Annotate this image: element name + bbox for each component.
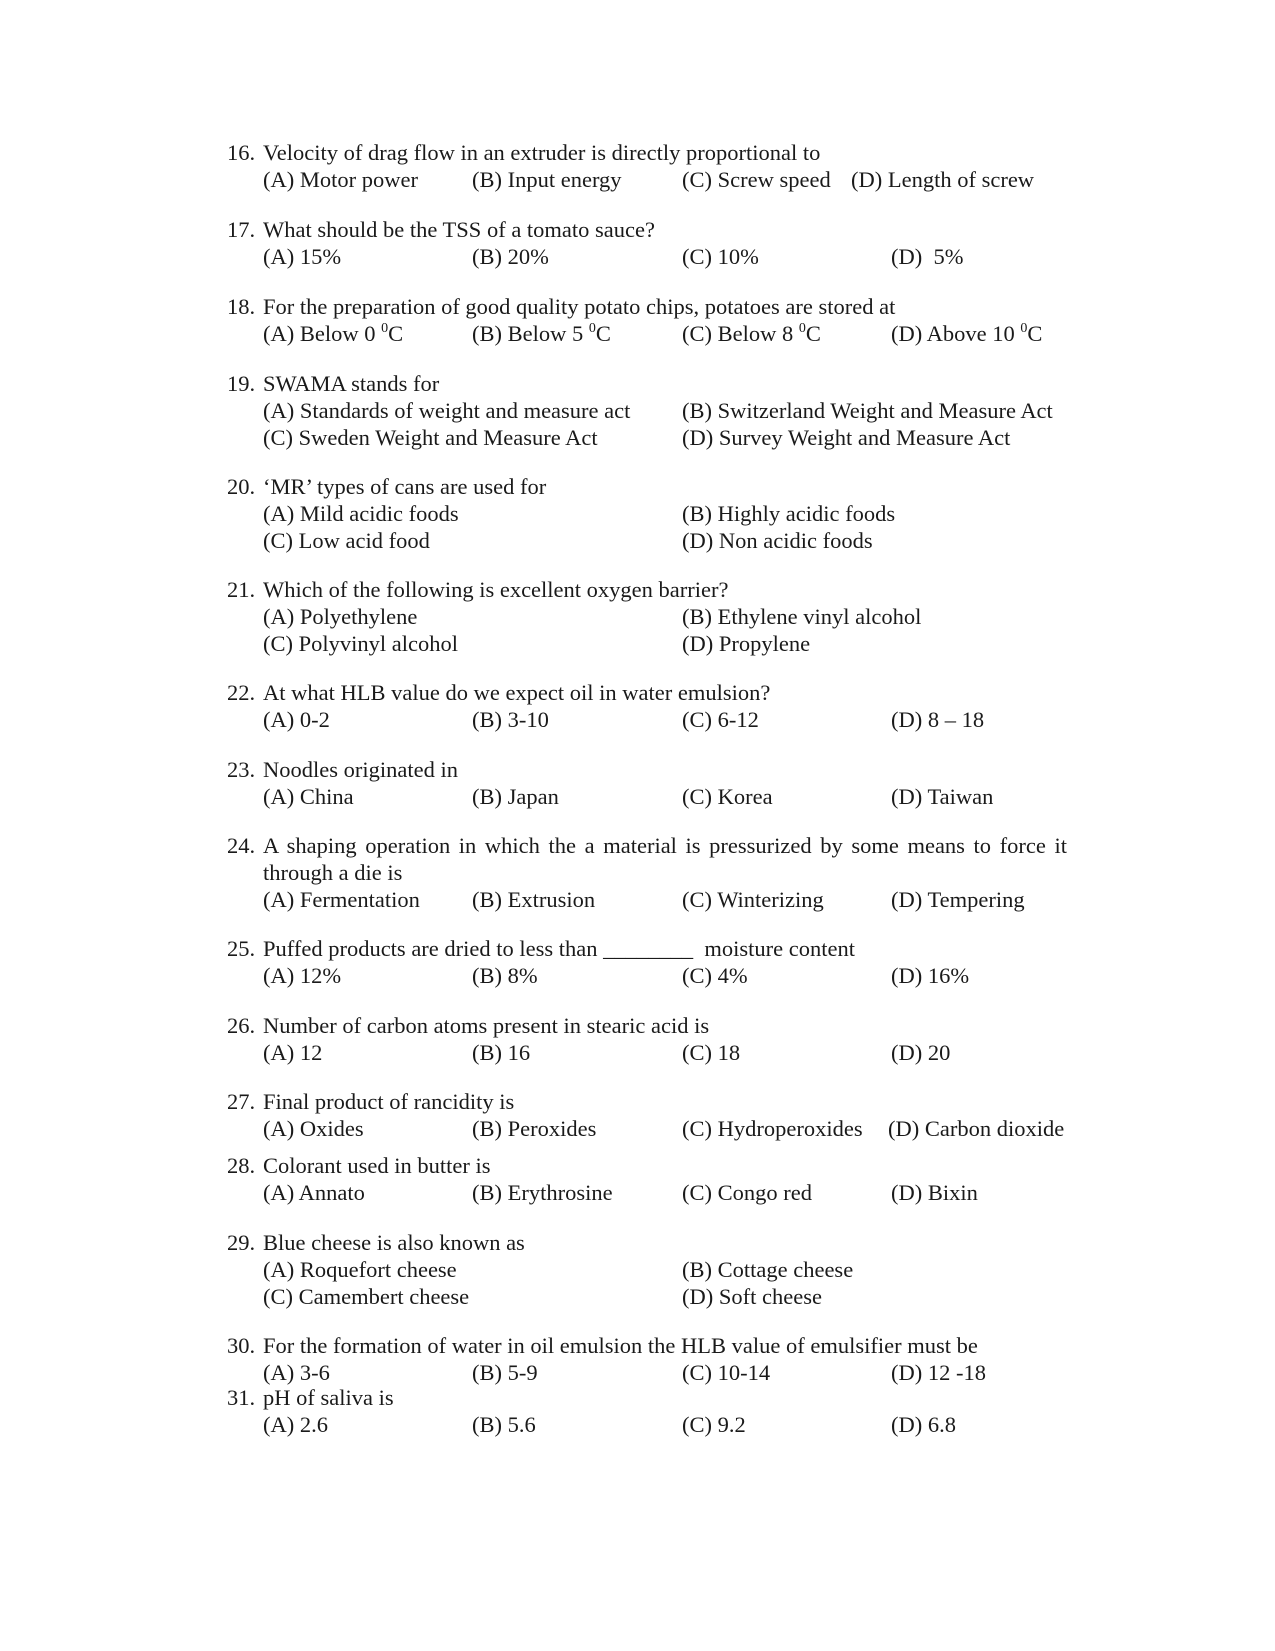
option-a: (A) Fermentation [263, 887, 420, 912]
options-row [227, 1039, 1067, 1066]
options-row [227, 1411, 1067, 1438]
option-b: (B) 8% [472, 963, 538, 988]
question-20 [227, 473, 1067, 554]
option-c: (C) 4% [682, 963, 748, 988]
question-number: 21. [227, 577, 256, 602]
question-text: pH of saliva is [263, 1385, 394, 1410]
options-row [227, 243, 1067, 270]
options-row [227, 1359, 1067, 1386]
question-text: For the formation of water in oil emulsion the HLB value of emulsifier must be [263, 1333, 978, 1358]
options-row [227, 500, 1067, 527]
option-d: (D) 8 – 18 [891, 707, 985, 732]
option-b: (B) Japan [472, 784, 559, 809]
option-d: (D) 5% [891, 244, 964, 269]
question-29 [227, 1229, 1067, 1310]
option-b: (B) Ethylene vinyl alcohol [682, 604, 922, 629]
question-text: Which of the following is excellent oxygen barrier? [263, 577, 729, 602]
question-number: 27. [227, 1089, 256, 1114]
option-c: (C) 6-12 [682, 707, 759, 732]
option-c: (C) Low acid food [263, 528, 430, 553]
option-d: (D) Propylene [682, 631, 811, 656]
option-c: (C) Congo red [682, 1180, 812, 1205]
option-d: (D) Taiwan [891, 784, 994, 809]
option-a: (A) Below 0 $^0$C [263, 321, 404, 346]
options-row [227, 320, 1067, 347]
option-c: (C) Below 8 $^0$C [682, 321, 821, 346]
option-a: (A) 15% [263, 244, 342, 269]
option-c: (C) Sweden Weight and Measure Act [263, 425, 598, 450]
options-row [227, 1256, 1067, 1283]
option-c: (C) Camembert cheese [263, 1284, 470, 1309]
question-number: 22. [227, 680, 256, 705]
question-number: 23. [227, 757, 256, 782]
question-26 [227, 1012, 1067, 1066]
options-row [227, 1115, 1067, 1142]
options-row [227, 886, 1067, 913]
option-c: (C) Screw speed [682, 167, 831, 192]
option-b: (B) Extrusion [472, 887, 596, 912]
question-number: 29. [227, 1230, 256, 1255]
question-text: What should be the TSS of a tomato sauce? [263, 217, 655, 242]
option-d: (D) 20 [891, 1040, 951, 1065]
question-27 [227, 1088, 1067, 1142]
option-a: (A) Polyethylene [263, 604, 418, 629]
option-d: (D) Carbon dioxide [888, 1116, 1065, 1141]
question-text: For the preparation of good quality potato chips, potatoes are stored at [263, 294, 896, 319]
question-30 [227, 1332, 1067, 1386]
options-row [227, 1179, 1067, 1206]
question-number: 25. [227, 936, 256, 961]
options-row [227, 603, 1067, 630]
question-number: 24. [227, 833, 256, 858]
question-number: 28. [227, 1153, 256, 1178]
options-row [227, 630, 1067, 657]
option-a: (A) China [263, 784, 354, 809]
option-d: (D) Survey Weight and Measure Act [682, 425, 1011, 450]
question-text: Noodles originated in [263, 757, 458, 782]
option-b: (B) 5-9 [472, 1360, 538, 1385]
question-number: 16. [227, 140, 256, 165]
options-row [227, 166, 1067, 193]
question-24 [227, 832, 1067, 913]
question-text: Blue cheese is also known as [263, 1230, 525, 1255]
option-a: (A) 0-2 [263, 707, 330, 732]
question-text: ‘MR’ types of cans are used for [263, 474, 547, 499]
option-d: (D) Above 10 $^0$C [891, 321, 1043, 346]
option-b: (B) Switzerland Weight and Measure Act [682, 398, 1053, 423]
question-text: At what HLB value do we expect oil in water emulsion? [263, 680, 771, 705]
option-a: (A) 2.6 [263, 1412, 328, 1437]
options-row [227, 962, 1067, 989]
question-23 [227, 756, 1067, 810]
question-text: A shaping operation in which the a material is pressurized by some means to force it through a die is [263, 833, 1067, 885]
option-a: (A) 12 [263, 1040, 323, 1065]
option-a: (A) Motor power [263, 167, 418, 192]
option-c: (C) 10% [682, 244, 759, 269]
option-b: (B) Below 5 $^0$C [472, 321, 611, 346]
question-25 [227, 935, 1067, 989]
option-d: (D) 12 -18 [891, 1360, 986, 1385]
options-row [227, 783, 1067, 810]
option-b: (B) Input energy [472, 167, 622, 192]
question-number: 20. [227, 474, 256, 499]
option-c: (C) 9.2 [682, 1412, 746, 1437]
question-21 [227, 576, 1067, 657]
option-d: (D) 6.8 [891, 1412, 956, 1437]
option-c: (C) Hydroperoxides [682, 1116, 863, 1141]
option-b: (B) Cottage cheese [682, 1257, 854, 1282]
option-a: (A) Mild acidic foods [263, 501, 459, 526]
option-b: (B) Peroxides [472, 1116, 597, 1141]
question-text: Final product of rancidity is [263, 1089, 515, 1114]
question-31 [227, 1384, 1067, 1438]
question-number: 19. [227, 371, 256, 396]
question-number: 26. [227, 1013, 256, 1038]
option-b: (B) 3-10 [472, 707, 549, 732]
option-a: (A) Standards of weight and measure act [263, 398, 631, 423]
option-a: (A) Roquefort cheese [263, 1257, 457, 1282]
question-19 [227, 370, 1067, 451]
question-28 [227, 1152, 1067, 1206]
option-b: (B) 16 [472, 1040, 531, 1065]
option-a: (A) Oxides [263, 1116, 364, 1141]
option-d: (D) Bixin [891, 1180, 978, 1205]
option-c: (C) 18 [682, 1040, 741, 1065]
option-b: (B) Highly acidic foods [682, 501, 896, 526]
option-d: (D) Non acidic foods [682, 528, 873, 553]
options-row [227, 527, 1067, 554]
option-a: (A) 3-6 [263, 1360, 330, 1385]
question-text: Velocity of drag flow in an extruder is directly proportional to [263, 140, 821, 165]
option-d: (D) Length of screw [851, 167, 1035, 192]
option-c: (C) Korea [682, 784, 773, 809]
question-16 [227, 139, 1067, 193]
option-a: (A) Annato [263, 1180, 365, 1205]
question-17 [227, 216, 1067, 270]
question-text: Colorant used in butter is [263, 1153, 491, 1178]
question-text: Number of carbon atoms present in stearic acid is [263, 1013, 710, 1038]
question-number: 18. [227, 294, 256, 319]
question-number: 31. [227, 1385, 256, 1410]
question-number: 17. [227, 217, 256, 242]
option-b: (B) Erythrosine [472, 1180, 613, 1205]
option-d: (D) Tempering [891, 887, 1025, 912]
question-text: SWAMA stands for [263, 371, 440, 396]
question-text: Puffed products are dried to less than ________ moisture content [263, 936, 855, 961]
question-18 [227, 293, 1067, 347]
options-row [227, 1283, 1067, 1310]
option-a: (A) 12% [263, 963, 342, 988]
option-b: (B) 5.6 [472, 1412, 536, 1437]
option-c: (C) Polyvinyl alcohol [263, 631, 458, 656]
question-number: 30. [227, 1333, 256, 1358]
option-c: (C) 10-14 [682, 1360, 771, 1385]
option-d: (D) Soft cheese [682, 1284, 822, 1309]
option-d: (D) 16% [891, 963, 970, 988]
option-c: (C) Winterizing [682, 887, 824, 912]
option-b: (B) 20% [472, 244, 549, 269]
options-row [227, 397, 1067, 424]
question-22 [227, 679, 1067, 733]
options-row [227, 424, 1067, 451]
options-row [227, 706, 1067, 733]
